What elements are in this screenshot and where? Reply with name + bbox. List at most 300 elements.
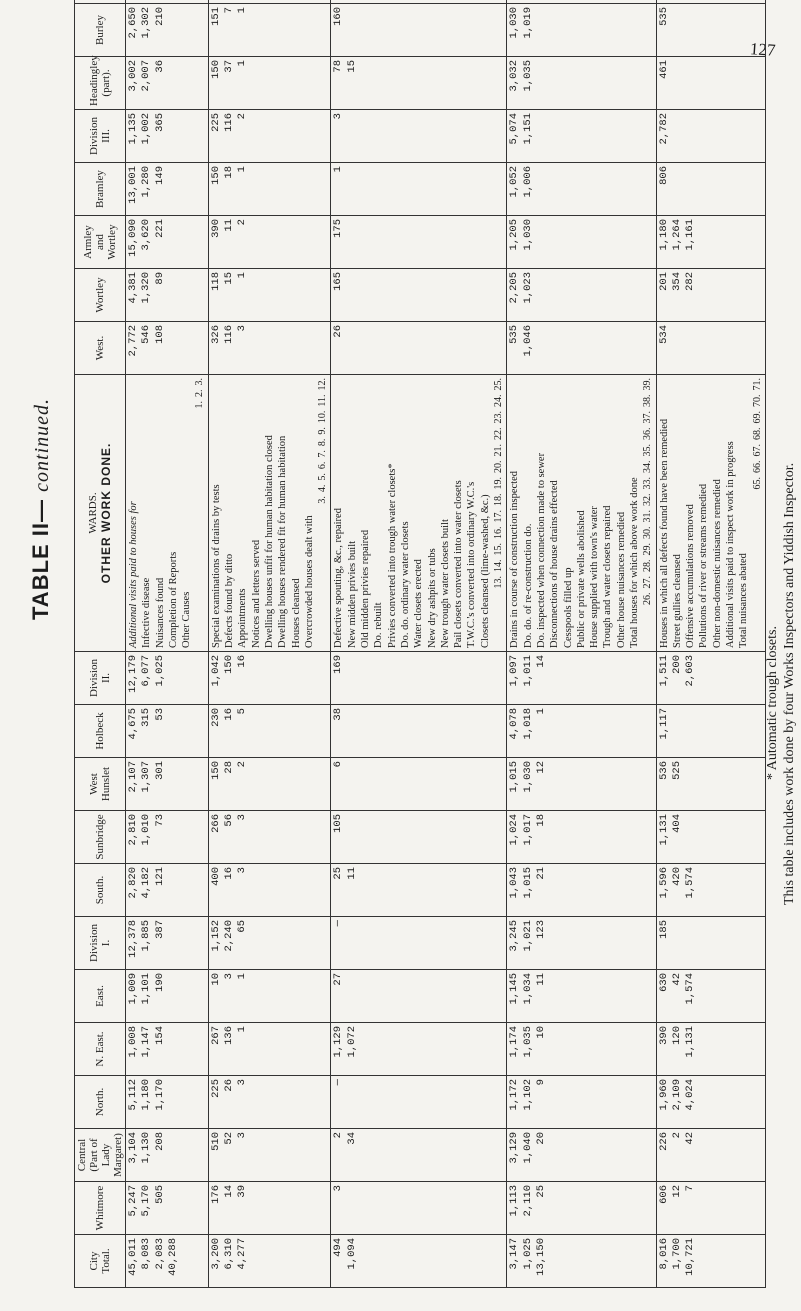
work-items-cell [126, 375, 209, 652]
value-line: 10,721 [684, 1238, 697, 1276]
value-line: 354 [670, 272, 683, 291]
value-line: 1,025 [153, 655, 166, 687]
value-line: 16 [236, 655, 249, 668]
value-line: 534 [657, 325, 670, 344]
value-cell [126, 864, 209, 917]
value-cell [656, 811, 765, 864]
value-line: 3,032 [508, 60, 521, 92]
value-line: 536 [657, 761, 670, 780]
value-cell [126, 110, 209, 163]
value-line: 390 [657, 1026, 670, 1045]
value-line: 2,650 [127, 7, 139, 39]
value-line: 16 [223, 867, 236, 880]
item-index: 33. [642, 477, 654, 490]
value-line: 1,135 [127, 113, 139, 145]
value-line: 12 [534, 761, 547, 774]
value-line: 3,200 [209, 1238, 222, 1270]
value-cell [656, 1023, 765, 1076]
table-section-row [126, 0, 209, 1288]
work-item: Disconnections of house drains effected [549, 480, 561, 648]
value-line: 3,002 [127, 60, 139, 92]
value-cell [126, 57, 209, 110]
item-index: 66. [751, 460, 763, 473]
item-index: 22. [493, 427, 505, 440]
value-line: 25 [534, 1185, 547, 1198]
value-line: 8,016 [657, 1238, 670, 1270]
value-line: 4,675 [127, 708, 139, 740]
value-line: 108 [153, 325, 166, 344]
value-line: 3 [332, 1185, 345, 1192]
value-line: 1,574 [684, 973, 697, 1005]
value-line: 1 [534, 708, 547, 715]
value-line: 1,023 [521, 272, 534, 304]
value-cell [507, 1129, 656, 1182]
value-line: 123 [534, 920, 547, 939]
value-cell [208, 705, 331, 758]
table-title: TABLE II— continued. [28, 397, 53, 620]
value-line: 73 [153, 814, 166, 827]
item-index: 13. [493, 576, 505, 589]
value-line: 1,152 [209, 920, 222, 952]
value-line: 1,264 [670, 219, 683, 251]
value-line: 1,205 [508, 219, 521, 251]
value-line: 26 [223, 1079, 236, 1092]
value-line: 3 [236, 814, 249, 821]
value-line: 3 [236, 1079, 249, 1086]
column-header-left: Holbeck [75, 705, 126, 758]
value-line: 1,885 [140, 920, 153, 952]
value-cell [208, 1076, 331, 1129]
value-cell [126, 652, 209, 705]
value-line: 1,113 [508, 1185, 521, 1217]
item-index: 30. [642, 526, 654, 539]
value-line: 25 [332, 867, 345, 880]
value-line: 11 [534, 973, 547, 986]
value-line: 89 [153, 272, 166, 285]
value-cell [507, 269, 656, 322]
value-cell [208, 216, 331, 269]
value-line: 5,112 [127, 1079, 139, 1111]
item-group-label: Additional visits paid to houses for [128, 501, 139, 648]
work-item: Special examinations of drains by tests [210, 484, 222, 648]
value-cell [656, 1076, 765, 1129]
work-item: Do. do. ordinary water closets [399, 521, 411, 648]
value-line: 12 [670, 1185, 683, 1198]
value-cell [126, 705, 209, 758]
item-indices [492, 378, 505, 648]
value-cell [331, 110, 507, 163]
value-cell [507, 216, 656, 269]
item-index: 24. [493, 394, 505, 407]
value-line: 1,042 [209, 655, 222, 687]
value-cell [507, 4, 656, 57]
statistics-table-wrapper [74, 7, 763, 1288]
value-line: 3 [332, 113, 345, 120]
value-line: 12,179 [127, 655, 139, 693]
value-line: 2,240 [223, 920, 236, 952]
value-line: 630 [657, 973, 670, 992]
footnote-text: This table includes work done by four Works Inspectors and Yiddish Inspector. [782, 462, 797, 905]
column-header-right: Wortley [75, 269, 126, 322]
value-line: 11 [223, 219, 236, 232]
value-line: 1,017 [521, 814, 534, 846]
work-item: Offensive accumulations removed [685, 504, 697, 648]
value-line: 150 [209, 60, 222, 79]
column-header-right: Burley [75, 4, 126, 57]
work-items-cell [507, 375, 656, 652]
value-line: 3 [236, 867, 249, 874]
value-line: 1,131 [657, 814, 670, 846]
work-item: Pollutions of river or streams remedied [698, 483, 710, 648]
value-line: 282 [684, 272, 697, 291]
value-line: 1,596 [657, 867, 670, 899]
value-line: 56 [223, 814, 236, 827]
value-line: 185 [657, 920, 670, 939]
work-item: Old midden privies repaired [360, 529, 372, 648]
item-index: 10. [317, 410, 329, 424]
footnote-marker: * Automatic trough closets. [765, 626, 780, 780]
work-item: Houses cleansed [290, 578, 302, 648]
value-line: 1,015 [521, 867, 534, 899]
value-line: 2 [332, 1132, 345, 1139]
value-cell [507, 0, 656, 4]
item-index: 37. [642, 411, 654, 424]
value-line: 5,247 [127, 1185, 139, 1217]
work-item: New trough water closets built [439, 519, 451, 648]
work-item: Defects found by ditto [224, 553, 236, 648]
value-line: 1,172 [508, 1079, 521, 1111]
value-line: 1,072 [345, 1026, 358, 1058]
work-item: House supplied with town's water [589, 506, 601, 648]
item-index: 28. [642, 559, 654, 572]
work-item: Drains in course of construction inspected [509, 471, 521, 648]
value-line: 4,078 [508, 708, 521, 740]
value-cell [656, 4, 765, 57]
value-line: 806 [657, 166, 670, 185]
value-line: 1,145 [508, 973, 521, 1005]
value-line: 21 [534, 867, 547, 880]
value-cell [208, 57, 331, 110]
value-line: 13,001 [127, 166, 139, 204]
item-indices [641, 378, 654, 648]
value-cell [507, 864, 656, 917]
value-line: 2,109 [670, 1079, 683, 1111]
value-line: 6,310 [223, 1238, 236, 1270]
value-line: 3,147 [508, 1238, 521, 1270]
value-line: 1,030 [521, 219, 534, 251]
value-line: 1,043 [508, 867, 521, 899]
item-index: 8. [317, 438, 329, 447]
value-cell [331, 1023, 507, 1076]
value-cell [208, 1235, 331, 1288]
value-line: 6,077 [140, 655, 153, 687]
work-item: Public or private wells abolished [575, 510, 587, 648]
value-line: 387 [153, 920, 166, 939]
value-line: 1,002 [140, 113, 153, 145]
value-cell [331, 0, 507, 4]
value-cell [507, 705, 656, 758]
value-cell [208, 970, 331, 1023]
item-indices [316, 378, 329, 648]
value-line: 221 [153, 219, 166, 238]
item-index: 17. [493, 510, 505, 523]
value-line: 1,035 [521, 60, 534, 92]
value-cell [126, 1076, 209, 1129]
value-line: 5,170 [140, 1185, 153, 1217]
value-line: 2 [236, 761, 249, 768]
value-cell [331, 705, 507, 758]
value-line: 1,180 [140, 1079, 153, 1111]
value-line: 1,024 [508, 814, 521, 846]
work-item: Dwelling houses unfit for human habitation closed [263, 435, 275, 648]
table-section-row [208, 0, 331, 1288]
value-line: 365 [153, 113, 166, 132]
value-line: 2,810 [127, 814, 139, 846]
value-line: 5 [236, 708, 249, 715]
column-header-left: Whitmore [75, 1182, 126, 1235]
value-cell [507, 57, 656, 110]
value-line: 2,772 [127, 325, 139, 357]
value-line: 8,083 [140, 1238, 153, 1270]
value-line: 37 [223, 60, 236, 73]
work-item: Houses in which all defects found have been remedied [658, 418, 670, 648]
value-line: 1,011 [521, 655, 534, 687]
value-line: 45,011 [127, 1238, 139, 1276]
work-item: Appointments [237, 588, 249, 648]
value-line: 1,180 [657, 219, 670, 251]
column-header-left: N. East. [75, 1023, 126, 1076]
value-cell [126, 1023, 209, 1076]
value-line: 175 [332, 219, 345, 238]
value-cell [656, 57, 765, 110]
value-cell [656, 110, 765, 163]
value-line: 39 [236, 1185, 249, 1198]
value-cell [507, 970, 656, 1023]
value-line: 1,117 [657, 708, 670, 740]
value-line: 105 [332, 814, 345, 833]
value-line: 3,104 [127, 1132, 139, 1164]
value-line: 400 [209, 867, 222, 886]
value-line: 12,378 [127, 920, 139, 958]
value-line: 121 [153, 867, 166, 886]
value-line: 510 [209, 1132, 222, 1151]
work-item: Notices and letters served [250, 539, 262, 648]
value-line: 176 [209, 1185, 222, 1204]
value-cell [208, 864, 331, 917]
value-line: 169 [332, 655, 345, 674]
value-line: 1,161 [684, 219, 697, 251]
work-item: Nuisances found [154, 577, 166, 648]
item-index: 1. [194, 401, 206, 409]
column-header-left: Division II. [75, 652, 126, 705]
value-line: 116 [223, 113, 236, 132]
value-cell [656, 269, 765, 322]
value-line: 1,102 [521, 1079, 534, 1111]
value-cell [126, 758, 209, 811]
item-index: 19. [493, 477, 505, 490]
value-line: 225 [209, 113, 222, 132]
value-line: 1,046 [521, 325, 534, 357]
item-index: 15. [493, 543, 505, 556]
value-line: 3 [236, 325, 249, 332]
value-cell [208, 758, 331, 811]
value-line: 1,030 [508, 7, 521, 39]
value-line: 2,107 [127, 761, 139, 793]
item-index: 31. [642, 510, 654, 523]
value-cell [126, 1182, 209, 1235]
value-cell [656, 322, 765, 375]
value-line: 2 [670, 1132, 683, 1139]
value-cell [331, 269, 507, 322]
column-header-right [75, 0, 126, 4]
value-line: 1,021 [521, 920, 534, 952]
value-line: 4,381 [127, 272, 139, 304]
value-cell [126, 1235, 209, 1288]
work-item: Do. inspected when connection made to sewer [535, 452, 547, 648]
value-line: 1,280 [140, 166, 153, 198]
value-cell [208, 163, 331, 216]
value-line: 10 [534, 1026, 547, 1039]
value-line: 3 [223, 973, 236, 980]
value-line: 7 [684, 1185, 697, 1192]
value-line: 390 [209, 219, 222, 238]
item-indices [193, 378, 206, 648]
value-line: 2 [236, 113, 249, 120]
wards-label: WARDS. [87, 492, 99, 534]
value-cell [208, 652, 331, 705]
value-cell [656, 652, 765, 705]
value-line: 1,101 [140, 973, 153, 1005]
value-line: 1,129 [332, 1026, 345, 1058]
value-line: 1,147 [140, 1026, 153, 1058]
value-cell [507, 1235, 656, 1288]
value-line: 6 [332, 761, 345, 768]
value-line: 3,620 [140, 219, 153, 251]
value-line: 420 [670, 867, 683, 886]
value-line: 1,018 [521, 708, 534, 740]
value-line: 1,700 [670, 1238, 683, 1270]
value-line: 3,129 [508, 1132, 521, 1164]
value-cell [656, 705, 765, 758]
value-line: — [332, 920, 345, 927]
value-line: 2,820 [127, 867, 139, 899]
value-cell [208, 322, 331, 375]
wards-header [75, 375, 126, 652]
value-line: 10 [209, 973, 222, 986]
item-index: 12. [317, 378, 329, 391]
work-item: Other house nuisances remedied [615, 511, 627, 648]
value-cell [208, 1023, 331, 1076]
work-item: Overcrowded houses dealt with [303, 515, 315, 648]
value-line: 1,094 [345, 1238, 358, 1270]
item-index: 32. [642, 493, 654, 506]
item-index: 11. [317, 394, 329, 407]
value-line: 1,170 [153, 1079, 166, 1111]
work-item: Dwelling houses rendered fit for human habitation [277, 435, 289, 648]
table-section-row [331, 0, 507, 1288]
item-index: 68. [751, 427, 763, 440]
column-header-right: Division III. [75, 110, 126, 163]
value-line: 28 [223, 761, 236, 774]
value-line: 2,110 [521, 1185, 534, 1217]
item-index: 5. [317, 473, 329, 481]
value-cell [507, 322, 656, 375]
value-cell [126, 917, 209, 970]
value-line: 1,010 [140, 814, 153, 846]
item-index: 70. [751, 394, 763, 407]
value-line: 3 [236, 1132, 249, 1139]
value-line: 1,320 [140, 272, 153, 304]
work-item: Closets cleansed (lime-washed, &c.) [479, 494, 491, 648]
value-line: 606 [657, 1185, 670, 1204]
value-line: 1 [236, 60, 249, 67]
item-indices [751, 378, 764, 648]
value-cell [656, 917, 765, 970]
value-line: 190 [153, 973, 166, 992]
value-line: 1,307 [140, 761, 153, 793]
value-line: 525 [670, 761, 683, 780]
value-line: 2,083 [153, 1238, 166, 1270]
value-line: 1,130 [140, 1132, 153, 1164]
work-item: Street gullies cleansed [671, 554, 683, 648]
value-line: 118 [209, 272, 222, 291]
value-cell [331, 970, 507, 1023]
value-line: 42 [684, 1132, 697, 1145]
value-cell [331, 917, 507, 970]
column-header-left: North. [75, 1076, 126, 1129]
value-line: 1,035 [521, 1026, 534, 1058]
item-index: 34. [642, 460, 654, 473]
value-line: — [332, 1079, 345, 1086]
work-item: Infective disease [141, 577, 153, 648]
value-line: 150 [209, 166, 222, 185]
value-line: 5,074 [508, 113, 521, 145]
column-header-left: Sunbridge [75, 811, 126, 864]
value-line: 20 [534, 1132, 547, 1145]
value-cell [126, 811, 209, 864]
value-cell [331, 163, 507, 216]
value-cell [208, 1129, 331, 1182]
value-line: 210 [153, 7, 166, 26]
work-item: Water closets erected [413, 559, 425, 648]
value-line: 535 [508, 325, 521, 344]
item-index: 20. [493, 460, 505, 473]
value-cell [126, 4, 209, 57]
value-cell [331, 652, 507, 705]
item-index: 7. [317, 450, 329, 458]
column-header-right: Armley and Wortley [75, 216, 126, 269]
value-line: 404 [670, 814, 683, 833]
value-line: 1,574 [684, 867, 697, 899]
value-line: 2,007 [140, 60, 153, 92]
work-item: Total houses for which above work done [628, 477, 640, 648]
value-line: 1,009 [127, 973, 139, 1005]
work-item: Total nuisances abated [738, 553, 750, 648]
value-line: 1,960 [657, 1079, 670, 1111]
value-line: 2,782 [657, 113, 670, 145]
value-cell [656, 1182, 765, 1235]
item-index: 69. [751, 411, 763, 424]
value-line: 1,511 [657, 655, 670, 687]
value-cell [208, 811, 331, 864]
item-index: 65. [751, 477, 763, 490]
value-line: 1,034 [521, 973, 534, 1005]
value-line: 1,151 [521, 113, 534, 145]
value-cell [331, 811, 507, 864]
value-line: 1,006 [521, 166, 534, 198]
value-cell [208, 110, 331, 163]
work-item: Cesspools filled up [562, 567, 574, 648]
